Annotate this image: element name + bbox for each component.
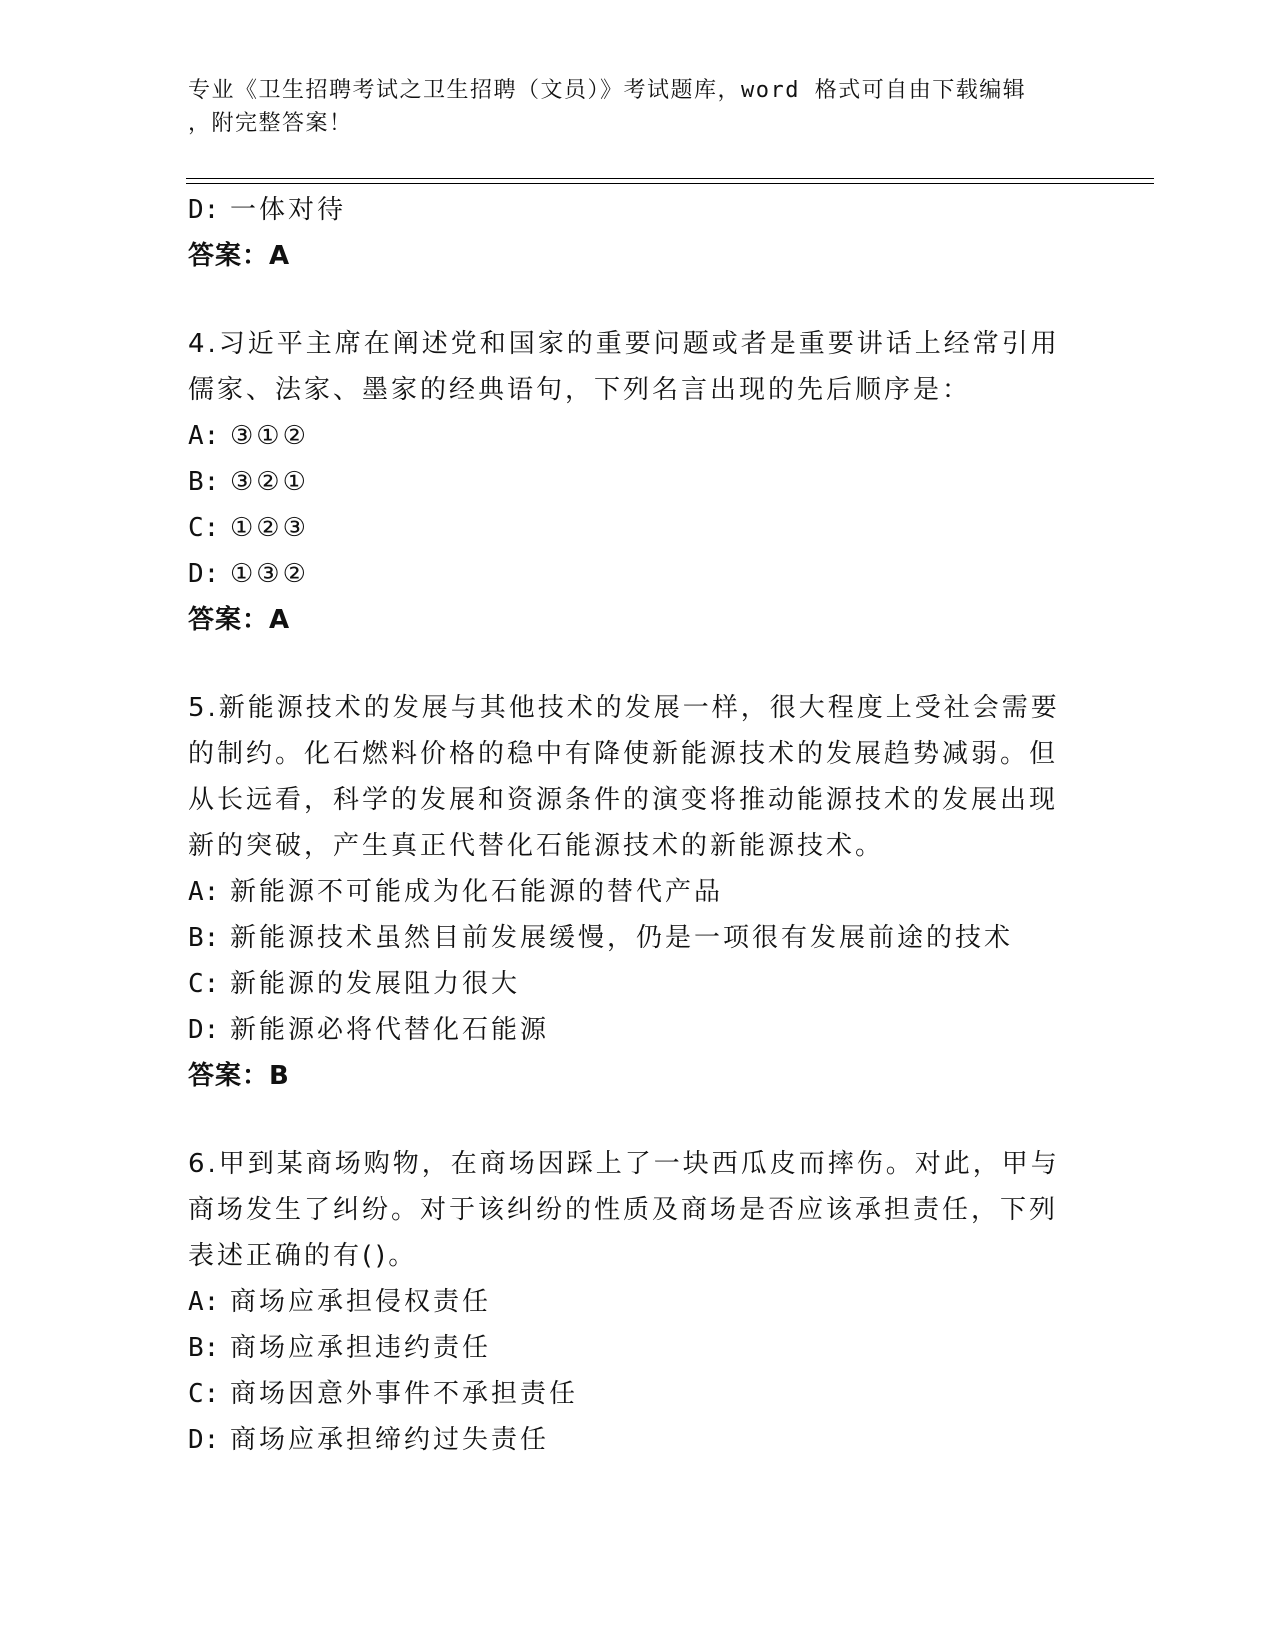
q3-option-d: [188, 187, 1088, 233]
question-content: [188, 187, 1088, 1463]
question-4: [188, 321, 1088, 643]
question-stem-line: 5.新能源技术的发展与其他技术的发展一样，很大程度上受社会需要: [188, 693, 1060, 723]
question-6: [188, 1141, 1088, 1463]
option-label: B:: [188, 923, 220, 953]
option-text: 商场应承担违约责任: [230, 1333, 492, 1363]
question-stem-line: 6.甲到某商场购物，在商场因踩上了一块西瓜皮而摔伤。对此，甲与: [188, 1149, 1060, 1179]
option-text: 一体对待: [230, 195, 347, 225]
option-label: C:: [188, 513, 220, 543]
option-label: C:: [188, 1379, 220, 1409]
option-label: B:: [188, 467, 220, 497]
option-text: 新能源必将代替化石能源: [230, 1015, 550, 1045]
header-divider-top: [186, 178, 1154, 179]
q5-answer: 答案：B: [188, 1061, 290, 1091]
question-5: [188, 685, 1088, 1099]
option-label: A:: [188, 1287, 220, 1317]
option-text: ①②③: [230, 513, 309, 543]
q6-option-d: [188, 1417, 1088, 1463]
option-text: 新能源不可能成为化石能源的替代产品: [230, 877, 724, 907]
q4-option-a: [188, 413, 1088, 459]
q4-option-c: [188, 505, 1088, 551]
q3-answer: 答案：A: [188, 241, 291, 271]
option-label: D:: [188, 559, 220, 589]
option-label: D:: [188, 1015, 220, 1045]
option-label: A:: [188, 421, 220, 451]
q6-option-b: [188, 1325, 1088, 1371]
q4-answer: 答案：A: [188, 605, 291, 635]
option-text: 新能源技术虽然目前发展缓慢，仍是一项很有发展前途的技术: [230, 923, 1014, 953]
option-label: C:: [188, 969, 220, 999]
q5-option-c: [188, 961, 1088, 1007]
option-text: 商场因意外事件不承担责任: [230, 1379, 579, 1409]
question-stem-line: 儒家、法家、墨家的经典语句，下列名言出现的先后顺序是：: [188, 375, 972, 405]
question-stem-line: 从长远看，科学的发展和资源条件的演变将推动能源技术的发展出现: [188, 785, 1059, 815]
header-divider-bottom: [186, 183, 1154, 184]
header-line-2: ，附完整答案！: [188, 111, 353, 136]
header-line-1: 专业《卫生招聘考试之卫生招聘（文员）》考试题库，word 格式可自由下载编辑: [188, 78, 1027, 103]
option-label: D:: [188, 195, 220, 225]
option-label: A:: [188, 877, 220, 907]
option-label: D:: [188, 1425, 220, 1455]
q4-option-b: [188, 459, 1088, 505]
option-text: 新能源的发展阻力很大: [230, 969, 521, 999]
q5-option-b: [188, 915, 1088, 961]
q6-option-a: [188, 1279, 1088, 1325]
q6-option-c: [188, 1371, 1088, 1417]
option-text: ③②①: [230, 467, 309, 497]
q5-option-a: [188, 869, 1088, 915]
document-header: [188, 74, 1088, 140]
q5-option-d: [188, 1007, 1088, 1053]
option-text: ①③②: [230, 559, 309, 589]
question-stem-line: 表述正确的有()。: [188, 1241, 418, 1271]
option-text: ③①②: [230, 421, 309, 451]
option-text: 商场应承担侵权责任: [230, 1287, 492, 1317]
option-text: 商场应承担缔约过失责任: [230, 1425, 550, 1455]
option-label: B:: [188, 1333, 220, 1363]
question-stem-line: 的制约。化石燃料价格的稳中有降使新能源技术的发展趋势减弱。但: [188, 739, 1059, 769]
question-stem-line: 4.习近平主席在阐述党和国家的重要问题或者是重要讲话上经常引用: [188, 329, 1060, 359]
q4-option-d: [188, 551, 1088, 597]
question-stem-line: 商场发生了纠纷。对于该纠纷的性质及商场是否应该承担责任，下列: [188, 1195, 1059, 1225]
question-stem-line: 新的突破，产生真正代替化石能源技术的新能源技术。: [188, 831, 885, 861]
